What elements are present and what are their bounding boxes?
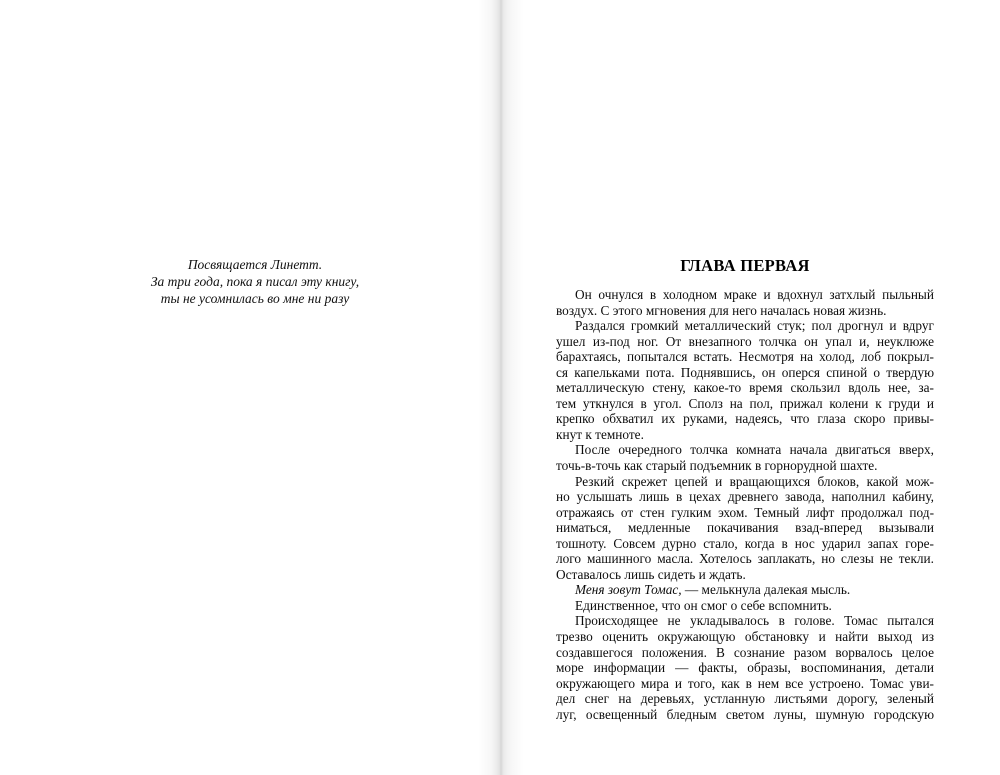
text-line: Резкий скрежет цепей и вращающихся блоков, какой мож-	[575, 473, 934, 489]
text-line: луг, освещенный бледным светом луны, шумную городскую	[556, 706, 934, 722]
dedication-line: Посвящается Линетт.	[187, 257, 323, 272]
text-line: Единственное, что он смог о себе вспомнить.	[575, 597, 832, 613]
text-line: тем уткнулся в угол. Сполз на пол, прижал колени к груди и	[556, 395, 934, 411]
text-line: крепко обхватил их руками, надеясь, что глаза скоро привы-	[556, 411, 934, 427]
text-line: точь-в-точь как старый подъемник в горнорудной шахте.	[556, 458, 878, 474]
text-fragment: — мелькнула далекая мысль.	[681, 582, 851, 598]
text-line: кнут к темноте.	[556, 426, 644, 442]
dedication	[130, 256, 380, 307]
text-line: лого машинного масла. Хотелось заплакать, но слезы не текли.	[556, 551, 934, 567]
text-line: ушел из-под ног. От внезапного толчка он упал и, неуклюже	[556, 333, 934, 349]
text-line: воздух. С этого мгновения для него началась новая жизнь.	[556, 302, 887, 318]
text-line: Раздался громкий металлический стук; пол дрогнул и вдруг	[575, 318, 934, 334]
dedication-line: ты не усомнилась во мне ни разу	[160, 291, 350, 306]
text-line: создавшегося положения. В сознание разом ворвалось целое	[556, 644, 934, 660]
chapter-title: ГЛАВА ПЕРВАЯ	[680, 256, 810, 275]
text-line: трезво оценить окружающую обстановку и найти выход из	[556, 629, 934, 645]
text-line	[556, 582, 934, 598]
text-line: барахтаясь, попытался встать. Несмотря на холод, лоб покрыл-	[556, 349, 934, 365]
chapter-text	[556, 287, 934, 722]
text-line: ся капельками пота. Поднявшись, он оперся спиной о твердую	[556, 364, 934, 380]
text-line: тошноту. Совсем дурно стало, когда в нос ударил запах горе-	[556, 535, 934, 551]
dedication-line: За три года, пока я писал эту книгу,	[150, 274, 360, 289]
text-line: ниматься, медленные покачивания взад-вперед вызывали	[556, 520, 934, 536]
text-line: окружающего мира и того, как в нем все устроено. Томас уви-	[556, 675, 934, 691]
text-line: отражаясь от стен гулким эхом. Темный лифт продолжал под-	[556, 504, 934, 520]
book-gutter-shadow	[478, 0, 524, 775]
text-line: Оставалось лишь сидеть и ждать.	[556, 566, 746, 582]
text-line: Он очнулся в холодном мраке и вдохнул затхлый пыльный	[575, 287, 934, 302]
text-line: дел снег на деревьях, устланную листьями дорогу, зеленый	[556, 691, 934, 707]
text-line: После очередного толчка комната начала двигаться вверх,	[575, 442, 934, 458]
text-line: море информации — факты, образы, воспоминания, детали	[556, 660, 934, 676]
text-line: Происходящее не укладывалось в голове. Томас пытался	[575, 613, 934, 629]
text-line: но услышать лишь в цехах древнего завода, наполнил кабину,	[556, 489, 934, 505]
text-line: металлическую стену, какое-то время скользил вдоль нее, за-	[556, 380, 934, 396]
italic-thought: Меня зовут Томас,	[575, 582, 682, 598]
